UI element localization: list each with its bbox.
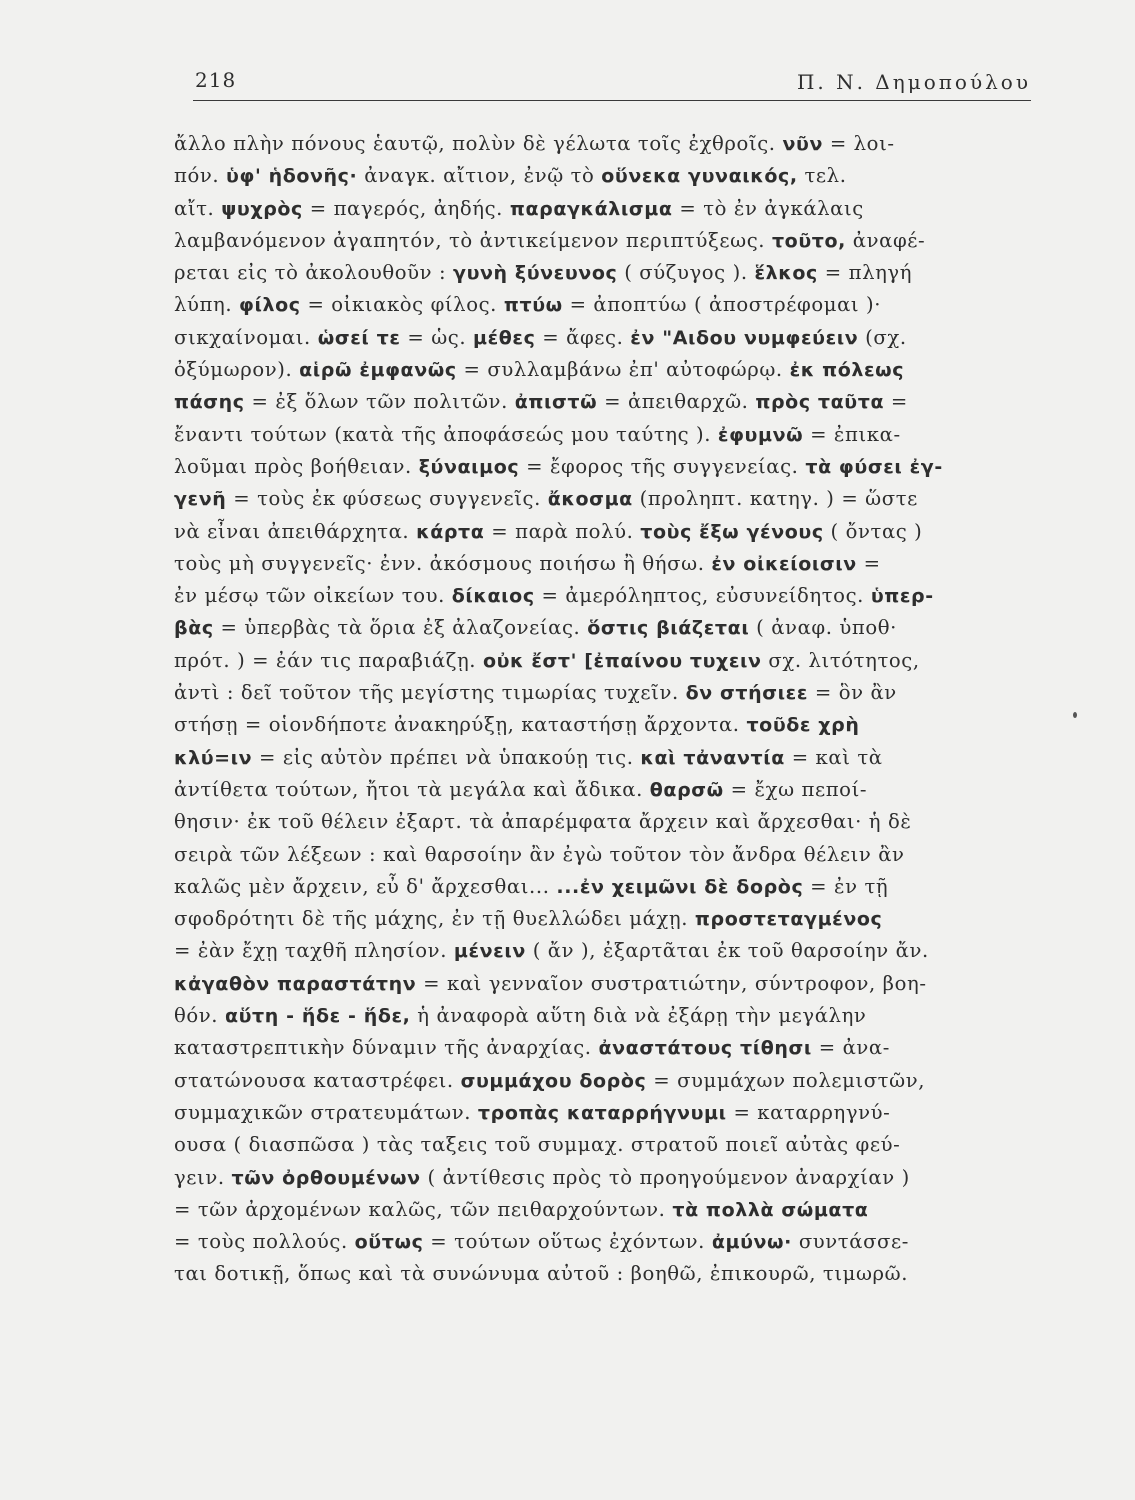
gloss-text: λοῦμαι πρὸς βοήθειαν.	[174, 454, 419, 478]
headword: ἀναστάτους τίθησι	[598, 1037, 812, 1060]
gloss-text: ἀντὶ : δεῖ τοῦτον τῆς μεγίστης τιμωρίας τυχεῖν.	[174, 681, 686, 705]
headword: κλύ=ιν	[174, 746, 253, 769]
text-line	[174, 612, 1032, 644]
gloss-text: = ἔχω πεποί-	[723, 777, 868, 801]
gloss-text: σειρὰ τῶν λέξεων : καὶ θαρσοίην ἂν ἐγὼ τοῦτον τὸν ἄνδρα θέλειν ἂν	[174, 842, 905, 866]
gloss-text: πόν.	[174, 164, 227, 188]
headword: γενῆ	[174, 488, 227, 511]
headword: κάρτα	[416, 520, 485, 543]
gloss-text: = ἐν τῇ	[803, 874, 889, 898]
headword: συμμάχου δορὸς	[460, 1069, 647, 1092]
gloss-text: ἀντίθετα τούτων, ἤτοι τὰ μεγάλα καὶ ἄδικα.	[174, 777, 650, 801]
gloss-text: = πληγή	[817, 261, 913, 285]
text-line	[174, 1097, 1032, 1129]
text-line	[174, 935, 1032, 967]
headword: μέθες	[473, 326, 536, 349]
text-line	[174, 1065, 1032, 1097]
text-line	[174, 548, 1032, 580]
headword: πτύω	[503, 294, 563, 317]
gloss-text: = παρὰ πολύ.	[484, 519, 641, 543]
text-line	[174, 871, 1032, 903]
text-line	[174, 160, 1032, 192]
text-line	[174, 1129, 1032, 1161]
headword: ἄκοσμα	[547, 488, 633, 511]
text-line	[174, 1162, 1032, 1194]
text-line	[174, 839, 1032, 871]
headword: τὰ φύσει ἐγ-	[805, 455, 943, 478]
text-line	[174, 483, 1032, 515]
gloss-text: λαμβανόμενον ἀγαπητόν, τὸ ἀντικείμενον περιπτύξεως.	[174, 228, 772, 252]
gloss-text: ρεται εἰς τὸ ἀκολουθοῦν :	[174, 261, 454, 285]
text-line	[174, 968, 1032, 1000]
headword: ὑφ' ἡδονῆς·	[226, 165, 358, 188]
headword: ἀπιστῶ	[514, 391, 598, 414]
gloss-text: ( σύζυγος ).	[617, 261, 755, 285]
headword: ἐν οἰκείοισιν	[711, 552, 857, 575]
gloss-text: ἡ ἀναφορὰ αὕτη διὰ νὰ ἐξάρῃ τὴν μεγάλην	[410, 1004, 867, 1028]
headword: μένειν	[453, 940, 526, 963]
gloss-text: = ἐπικα-	[803, 422, 901, 446]
gloss-text: = τὸ ἐν ἀγκάλαις	[672, 196, 864, 220]
gloss-text: = καὶ γενναῖον συστρατιώτην, σύντροφον, βοη-	[416, 971, 927, 995]
headword: ἀμύνω·	[711, 1231, 792, 1254]
headword: οὐκ ἔστ' [ἐπαίνου τυχειν	[482, 649, 762, 672]
gloss-text: = παγερός, ἀηδής.	[302, 196, 510, 220]
headword: ἕλκος	[754, 262, 818, 285]
gloss-text: (σχ.	[858, 325, 907, 349]
gloss-text: συμμαχικῶν στρατευμάτων.	[174, 1100, 478, 1124]
gloss-text: ἄλλο πλὴν πόνους ἑαυτῷ, πολὺν δὲ γέλωτα τοῖς ἐχθροῖς.	[174, 132, 783, 155]
gloss-text: = συλλαμβάνω ἐπ' αὐτοφώρῳ.	[456, 358, 790, 382]
headword: βὰς	[174, 617, 214, 640]
gloss-text: = ἀμερόληπτος, εὐσυνείδητος.	[534, 584, 871, 608]
headword: καὶ τἀναντία	[640, 746, 785, 769]
gloss-text: ουσα ( διασπῶσα ) τὰς ταξεις τοῦ συμμαχ. στρατοῦ ποιεῖ αὐτὰς φεύ-	[174, 1133, 901, 1157]
gloss-text: = ἀπειθαρχῶ.	[597, 390, 756, 414]
gloss-text: = ἀποπτύω ( ἀποστρέφομαι )·	[562, 293, 882, 317]
text-line	[174, 354, 1032, 386]
text-line	[174, 903, 1032, 935]
gloss-text: = ὡς.	[400, 325, 473, 349]
gloss-text: = καταρρηγνύ-	[726, 1100, 891, 1124]
headword: οὕνεκα γυναικός,	[601, 165, 798, 188]
text-line	[174, 774, 1032, 806]
gloss-text: = ἀνα-	[811, 1036, 890, 1060]
headword: αἱρῶ ἐμφανῶς	[299, 359, 457, 382]
gloss-text: ἐν μέσῳ τῶν οἰκείων του.	[174, 584, 452, 608]
text-line	[174, 1000, 1032, 1032]
gloss-text: = λοι-	[822, 132, 895, 155]
text-line	[174, 742, 1032, 774]
text-line	[174, 322, 1032, 354]
gloss-text: λύπη.	[174, 293, 240, 317]
gloss-text: καλῶς μὲν ἄρχειν, εὖ δ' ἄρχεσθαι...	[174, 874, 557, 898]
headword: τῶν ὀρθουμένων	[231, 1166, 421, 1189]
gloss-text: = ἔφορος τῆς συγγενείας.	[519, 454, 806, 478]
page-header	[193, 66, 1031, 101]
page-number: 218	[195, 68, 237, 92]
gloss-text: πρότ. ) = ἐάν τις παραβιάζῃ.	[174, 648, 483, 672]
gloss-text: = τοὺς ἐκ φύσεως συγγενεῖς.	[226, 487, 548, 511]
gloss-text: ( ἄν ), ἐξαρτᾶται ἐκ τοῦ θαρσοίην ἄν.	[525, 939, 929, 963]
headword: ἐν "Αιδου νυμφεύειν	[630, 326, 859, 349]
headword: ὡσεί τε	[317, 326, 401, 349]
gloss-text: ἀναγκ. αἴτιον, ἐνῷ τὸ	[357, 164, 602, 188]
headword: ξύναιμος	[418, 455, 520, 478]
headword: ὅστις βιάζεται	[587, 617, 750, 640]
headword: τὰ πολλὰ σώματα	[672, 1198, 869, 1221]
text-line	[174, 580, 1032, 612]
text-line	[174, 1194, 1032, 1226]
gloss-text: = συμμάχων πολεμιστῶν,	[646, 1068, 926, 1092]
gloss-text: = ἐξ ὅλων τῶν πολιτῶν.	[244, 390, 515, 414]
text-line	[174, 1226, 1032, 1258]
gloss-text: σφοδρότητι δὲ τῆς μάχης, ἐν τῇ θυελλώδει μάχῃ.	[174, 907, 695, 931]
headword: παραγκάλισμα	[509, 197, 673, 220]
commentary-text	[174, 128, 1032, 1291]
text-line	[174, 289, 1032, 321]
text-line	[174, 257, 1032, 289]
headword: θαρσῶ	[649, 778, 724, 801]
gloss-text: γειν.	[174, 1165, 232, 1189]
text-line	[174, 516, 1032, 548]
gloss-text: = τούτων οὕτως ἐχόντων.	[423, 1230, 712, 1254]
gloss-text: σικχαίνομαι.	[174, 325, 318, 349]
gloss-text: =	[856, 551, 881, 575]
headword: ὑπερ-	[870, 585, 934, 608]
gloss-text: = τοὺς πολλούς.	[174, 1230, 355, 1254]
gloss-text: ( ὄντας )	[823, 519, 923, 543]
text-line	[174, 386, 1032, 418]
gloss-text: ὀξύμωρον).	[174, 358, 300, 382]
headword: πάσης	[174, 391, 245, 414]
headword: φίλος	[239, 294, 301, 317]
headword: γυνὴ ξύνευνος	[453, 262, 618, 285]
text-line	[174, 1032, 1032, 1064]
headword: οὕτως	[354, 1231, 424, 1254]
headword: ...ἐν χειμῶνι δὲ δορὸς	[556, 875, 804, 898]
headword: ἐκ πόλεως	[789, 359, 905, 382]
gloss-text: = οἰκιακὸς φίλος.	[300, 293, 504, 317]
gloss-text: (προληπτ. κατηγ. ) = ὥστε	[632, 487, 918, 511]
text-line	[174, 128, 1032, 160]
gloss-text: ται δοτικῇ, ὅπως καὶ τὰ συνώνυμα αὐτοῦ : βοηθῶ, ἐπικουρῶ, τιμωρῶ.	[174, 1262, 909, 1286]
headword: προστεταγμένος	[694, 908, 883, 931]
gloss-text: ( ἀναφ. ὑποθ·	[749, 616, 897, 640]
gloss-text: τελ.	[797, 164, 847, 188]
headword: πρὸς ταῦτα	[755, 391, 885, 414]
gloss-text: αἴτ.	[174, 196, 222, 220]
headword: ἐφυμνῶ	[717, 423, 804, 446]
text-line	[174, 1258, 1032, 1290]
headword: δίκαιος	[451, 585, 535, 608]
gloss-text: σχ. λιτότητος,	[761, 648, 920, 672]
gloss-text: = ἐὰν ἔχῃ ταχθῆ πλησίον.	[174, 939, 454, 963]
headword: τοῦδε χρὴ	[746, 714, 860, 737]
gloss-text: = τῶν ἀρχομένων καλῶς, τῶν πειθαρχούντων.	[174, 1197, 673, 1221]
gloss-text: = ὃν ἂν	[808, 681, 897, 705]
text-line	[174, 709, 1032, 741]
gloss-text: νὰ εἶναι ἀπειθάρχητα.	[174, 519, 417, 543]
headword: αὕτη - ἥδε - ἥδε,	[224, 1005, 411, 1028]
headword: νῦν	[782, 133, 823, 155]
gloss-text: =	[884, 390, 908, 414]
gloss-text: ( ἀντίθεσις πρὸς τὸ προηγούμενον ἀναρχίαν )	[420, 1165, 910, 1189]
gloss-text: = ἄφες.	[535, 325, 631, 349]
headword: κἀγαθὸν παραστάτην	[174, 972, 417, 995]
speck-mark	[1073, 712, 1077, 718]
gloss-text: στατώνουσα καταστρέφει.	[174, 1068, 461, 1092]
text-line	[174, 225, 1032, 257]
headword: δν στήσιεε	[685, 682, 809, 705]
text-line	[174, 419, 1032, 451]
gloss-text: θησιν· ἐκ τοῦ θέλειν ἐξαρτ. τὰ ἀπαρέμφατα ἄρχειν καὶ ἄρχεσθαι· ἡ δὲ	[174, 810, 912, 834]
text-line	[174, 806, 1032, 838]
headword: ψυχρὸς	[221, 197, 303, 220]
gloss-text: θόν.	[174, 1004, 225, 1028]
headword: τοὺς ἔξω γένους	[640, 520, 824, 543]
gloss-text: = καὶ τὰ	[784, 745, 883, 769]
gloss-text: τοὺς μὴ συγγενεῖς· ἐνν. ἀκόσμους ποιήσω ἢ θήσω.	[174, 551, 712, 575]
text-line	[174, 677, 1032, 709]
text-line	[174, 451, 1032, 483]
gloss-text: ἔναντι τούτων (κατὰ τῆς ἀποφάσεώς μου ταύτης ).	[174, 422, 718, 446]
gloss-text: συντάσσε-	[791, 1230, 910, 1254]
headword: τροπὰς καταρρήγνυμι	[477, 1101, 727, 1124]
text-line	[174, 645, 1032, 677]
headword: τοῦτο,	[771, 229, 846, 252]
gloss-text: καταστρεπτικὴν δύναμιν τῆς ἀναρχίας.	[174, 1036, 599, 1060]
gloss-text: = εἰς αὐτὸν πρέπει νὰ ὑπακούῃ τις.	[252, 745, 641, 769]
running-head: Π. Ν. Δημοπούλου	[796, 70, 1031, 94]
gloss-text: στήσῃ = οἱονδήποτε ἀνακηρύξῃ, καταστήσῃ ἄρχοντα.	[174, 713, 747, 737]
gloss-text: = ὑπερβὰς τὰ ὅρια ἐξ ἀλαζονείας.	[213, 616, 588, 640]
gloss-text: ἀναφέ-	[845, 228, 926, 252]
text-line	[174, 193, 1032, 225]
